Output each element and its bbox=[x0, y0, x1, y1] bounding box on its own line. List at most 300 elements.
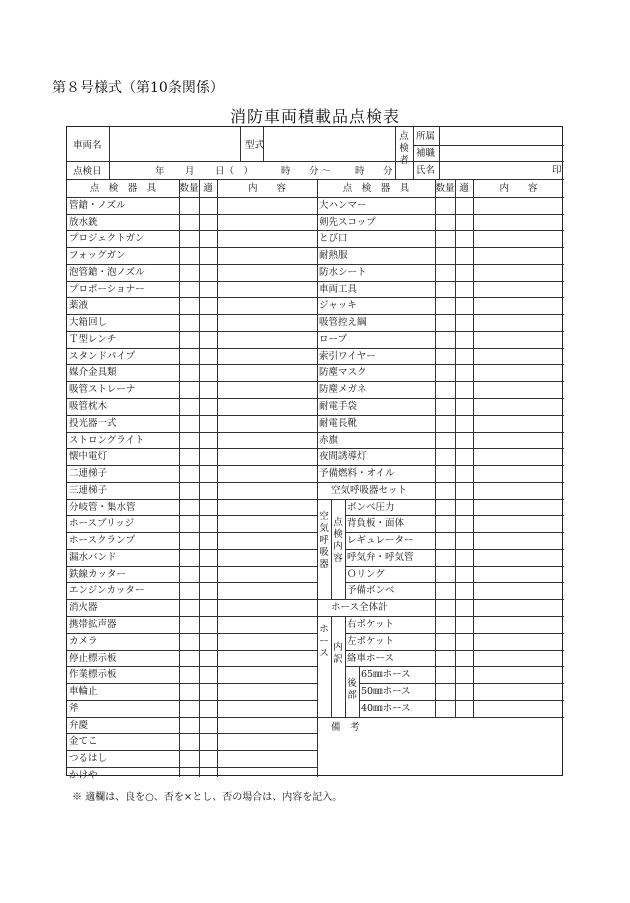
right-content-cell[interactable] bbox=[474, 231, 564, 246]
right-ok-cell[interactable] bbox=[456, 399, 472, 414]
left-item-label: 吸管ストレーナ bbox=[69, 384, 136, 396]
left-ok-cell[interactable] bbox=[200, 600, 216, 615]
row-line bbox=[317, 582, 564, 583]
left-content-cell[interactable] bbox=[218, 231, 316, 246]
right-quantity-cell[interactable] bbox=[436, 282, 454, 297]
model-label: 型式 bbox=[245, 140, 265, 151]
page-title: 消防車両積載品点検表 bbox=[229, 107, 400, 126]
row-line bbox=[317, 465, 564, 466]
left-content-cell[interactable] bbox=[218, 332, 316, 347]
col-line bbox=[473, 180, 474, 717]
left-content-cell[interactable] bbox=[218, 651, 316, 666]
vehicle-name-label: 車両名 bbox=[73, 140, 102, 151]
left-content-cell[interactable] bbox=[218, 315, 316, 330]
left-item-label: 大箱回し bbox=[69, 317, 108, 329]
left-content-cell[interactable] bbox=[218, 483, 316, 498]
col-line bbox=[435, 180, 436, 717]
breathing-item-label: 予備ボンベ bbox=[347, 585, 395, 597]
right-content-cell[interactable] bbox=[474, 332, 564, 347]
left-quantity-cell[interactable] bbox=[180, 332, 198, 347]
right-item-label: 予備燃料・オイル bbox=[319, 468, 395, 480]
left-quantity-cell[interactable] bbox=[180, 483, 198, 498]
left-quantity-cell[interactable] bbox=[180, 349, 198, 364]
col-line bbox=[455, 180, 456, 717]
inspector-label: 点検者 bbox=[399, 131, 409, 166]
hose-rear-item-label: 50㎜ホース bbox=[361, 686, 411, 698]
left-quantity-cell[interactable] bbox=[180, 298, 198, 313]
right-ok-cell[interactable] bbox=[456, 298, 472, 313]
row-line bbox=[317, 230, 564, 231]
left-content-cell[interactable] bbox=[218, 416, 316, 431]
left-content-cell[interactable] bbox=[218, 466, 316, 481]
right-content-cell[interactable] bbox=[474, 198, 564, 213]
hose-rear-item-label: 40㎜ホース bbox=[361, 702, 411, 714]
left-item-label: 投光器一式 bbox=[69, 417, 117, 429]
hose-rear-item-label: 65㎜ホース bbox=[361, 669, 411, 681]
left-content-cell[interactable] bbox=[218, 248, 316, 263]
left-item-label: ストロングライト bbox=[69, 434, 145, 446]
right-content-cell[interactable] bbox=[474, 315, 564, 330]
right-quantity-cell[interactable] bbox=[436, 231, 454, 246]
left-quantity-cell[interactable] bbox=[180, 734, 198, 749]
name-label: 氏名 bbox=[416, 165, 436, 176]
left-content-cell[interactable] bbox=[218, 399, 316, 414]
grid-line bbox=[439, 127, 440, 179]
left-ok-col-header: 適 bbox=[203, 183, 213, 194]
right-content-cell[interactable] bbox=[474, 466, 564, 481]
left-ok-cell[interactable] bbox=[200, 265, 216, 280]
header-bottom-line bbox=[67, 179, 564, 180]
rank-field[interactable] bbox=[439, 146, 563, 160]
minute-label: 分 〜 bbox=[309, 166, 332, 177]
left-quantity-cell[interactable] bbox=[180, 466, 198, 481]
hose-rear-label: 後部 bbox=[347, 678, 357, 702]
right-ok-cell[interactable] bbox=[456, 349, 472, 364]
rank-label: 補職 bbox=[416, 148, 436, 159]
left-quantity-cell[interactable] bbox=[180, 651, 198, 666]
left-item-label: フォッグガン bbox=[69, 250, 126, 262]
row-line bbox=[317, 616, 564, 617]
left-quantity-cell[interactable] bbox=[180, 449, 198, 464]
breathing-item-label: 呼気弁・呼気管 bbox=[347, 551, 414, 563]
affiliation-label: 所属 bbox=[416, 131, 436, 142]
left-quantity-cell[interactable] bbox=[180, 282, 198, 297]
left-item-label: 停止標示板 bbox=[69, 652, 117, 664]
left-ok-cell[interactable] bbox=[200, 567, 216, 582]
grid-line bbox=[395, 127, 396, 179]
left-ok-cell[interactable] bbox=[200, 634, 216, 649]
right-item-label: 剣先スコップ bbox=[319, 216, 376, 228]
left-content-cell[interactable] bbox=[218, 433, 316, 448]
row-line bbox=[317, 214, 564, 215]
left-quantity-cell[interactable] bbox=[180, 567, 198, 582]
left-item-label: 薬液 bbox=[69, 300, 89, 312]
right-item-label: 吸管控え綱 bbox=[319, 317, 367, 329]
left-ok-cell[interactable] bbox=[200, 382, 216, 397]
row-line bbox=[317, 247, 564, 248]
hour2-label: 時 bbox=[355, 166, 365, 177]
grid-line bbox=[240, 127, 241, 161]
left-quantity-cell[interactable] bbox=[180, 399, 198, 414]
seal-label: 印 bbox=[552, 165, 562, 176]
left-content-cell[interactable] bbox=[218, 500, 316, 515]
left-item-label: 三連梯子 bbox=[69, 484, 108, 496]
left-ok-cell[interactable] bbox=[200, 751, 216, 766]
right-content-col-header: 内 容 bbox=[499, 183, 538, 194]
remarks-field[interactable] bbox=[319, 735, 562, 773]
right-ok-cell[interactable] bbox=[456, 248, 472, 263]
group-line bbox=[359, 666, 360, 716]
left-ok-cell[interactable] bbox=[200, 433, 216, 448]
left-content-cell[interactable] bbox=[218, 768, 316, 783]
right-item-label: とび口 bbox=[319, 233, 348, 245]
left-ok-cell[interactable] bbox=[200, 248, 216, 263]
right-quantity-cell[interactable] bbox=[436, 449, 454, 464]
right-item-label: 車両工具 bbox=[319, 283, 358, 295]
left-item-label: 二連梯子 bbox=[69, 468, 108, 480]
left-ok-cell[interactable] bbox=[200, 298, 216, 313]
row-line bbox=[317, 482, 564, 483]
right-ok-cell[interactable] bbox=[456, 315, 472, 330]
breathing-item-label: 背負板・面体 bbox=[347, 518, 405, 530]
left-ok-cell[interactable] bbox=[200, 533, 216, 548]
row-line bbox=[317, 432, 564, 433]
right-ok-cell[interactable] bbox=[456, 215, 472, 230]
right-quantity-cell[interactable] bbox=[436, 298, 454, 313]
left-quantity-cell[interactable] bbox=[180, 550, 198, 565]
minute2-label: 分 bbox=[383, 166, 393, 177]
row-line bbox=[317, 549, 564, 550]
left-content-cell[interactable] bbox=[218, 382, 316, 397]
footnote: ※ 適欄は、良を○、否を×とし、否の場合は、内容を記入。 bbox=[72, 792, 343, 803]
left-quantity-cell[interactable] bbox=[180, 265, 198, 280]
right-item-label: 索引ワイヤー bbox=[319, 350, 376, 362]
right-item-label: 赤旗 bbox=[319, 434, 339, 446]
left-ok-cell[interactable] bbox=[200, 399, 216, 414]
right-quantity-cell[interactable] bbox=[436, 433, 454, 448]
left-item-label: カメラ bbox=[69, 635, 98, 647]
left-ok-cell[interactable] bbox=[200, 215, 216, 230]
right-quantity-cell[interactable] bbox=[436, 265, 454, 280]
left-quantity-cell[interactable] bbox=[180, 533, 198, 548]
row-line bbox=[317, 515, 564, 516]
right-content-cell[interactable] bbox=[474, 248, 564, 263]
right-ok-col-header: 適 bbox=[459, 183, 469, 194]
hose-item-label: 左ポケット bbox=[347, 635, 395, 647]
breathing-inner-label: 点検内容 bbox=[333, 516, 343, 564]
right-item-label: 防水シート bbox=[319, 266, 367, 278]
left-content-cell[interactable] bbox=[218, 265, 316, 280]
right-ok-cell[interactable] bbox=[456, 198, 472, 213]
month-label: 月 bbox=[185, 166, 195, 177]
right-item-label: 夜間誘導灯 bbox=[319, 451, 367, 463]
left-item-label: 斧 bbox=[69, 702, 79, 714]
breathing-group-label: 空気呼吸器 bbox=[319, 510, 329, 570]
right-quantity-cell[interactable] bbox=[436, 248, 454, 263]
left-quantity-cell[interactable] bbox=[180, 315, 198, 330]
form-number: 第８号様式（第10条関係） bbox=[52, 80, 224, 96]
right-ok-cell[interactable] bbox=[456, 433, 472, 448]
right-content-cell[interactable] bbox=[474, 399, 564, 414]
row-line bbox=[317, 499, 564, 500]
breathing-set-title: 空気呼吸器セット bbox=[331, 484, 408, 496]
hose-group-label: ホース bbox=[319, 624, 329, 660]
left-item-label: 泡管鎗・泡ノズル bbox=[69, 266, 145, 278]
left-content-cell[interactable] bbox=[218, 583, 316, 598]
left-item-label: プロジェクトガン bbox=[69, 233, 145, 245]
right-content-cell[interactable] bbox=[474, 349, 564, 364]
left-item-label: 金てこ bbox=[69, 736, 98, 748]
right-content-cell[interactable] bbox=[474, 298, 564, 313]
left-quantity-cell[interactable] bbox=[180, 516, 198, 531]
left-quantity-cell[interactable] bbox=[180, 768, 198, 783]
affiliation-field[interactable] bbox=[439, 128, 563, 144]
left-quantity-col-header: 数量 bbox=[179, 183, 199, 194]
breathing-item-label: レギュレーター bbox=[347, 535, 414, 547]
right-equipment-col-header: 点 検 器 具 bbox=[342, 183, 410, 194]
right-item-label: 耐電長靴 bbox=[319, 417, 358, 429]
left-quantity-cell[interactable] bbox=[180, 215, 198, 230]
name-field[interactable] bbox=[439, 162, 549, 178]
left-item-label: 作業標示板 bbox=[69, 669, 117, 681]
left-ok-cell[interactable] bbox=[200, 516, 216, 531]
breathing-item-label: ボンベ圧力 bbox=[347, 501, 395, 513]
right-item-label: 防塵マスク bbox=[319, 367, 367, 379]
left-quantity-cell[interactable] bbox=[180, 600, 198, 615]
right-content-cell[interactable] bbox=[474, 282, 564, 297]
right-ok-cell[interactable] bbox=[456, 466, 472, 481]
left-quantity-cell[interactable] bbox=[180, 500, 198, 515]
vehicle-name-field[interactable] bbox=[110, 129, 238, 159]
right-item-label: ロープ bbox=[319, 333, 348, 345]
hose-breakdown-label: 内訳 bbox=[333, 642, 343, 666]
row-line bbox=[317, 264, 564, 265]
left-content-cell[interactable] bbox=[218, 449, 316, 464]
left-quantity-cell[interactable] bbox=[180, 634, 198, 649]
inspection-form bbox=[66, 126, 563, 781]
year-label: 年 bbox=[155, 166, 165, 177]
row-line bbox=[317, 398, 564, 399]
left-item-label: つるはし bbox=[69, 753, 108, 765]
right-item-label: 防塵メガネ bbox=[319, 384, 367, 396]
left-content-cell[interactable] bbox=[218, 198, 316, 213]
model-field[interactable] bbox=[264, 129, 394, 159]
left-quantity-cell[interactable] bbox=[180, 382, 198, 397]
left-item-label: かけや bbox=[69, 769, 98, 781]
left-ok-cell[interactable] bbox=[200, 500, 216, 515]
right-content-cell[interactable] bbox=[474, 365, 564, 380]
left-content-cell[interactable] bbox=[218, 215, 316, 230]
right-ok-cell[interactable] bbox=[456, 231, 472, 246]
left-quantity-cell[interactable] bbox=[180, 231, 198, 246]
row-line bbox=[317, 566, 564, 567]
left-item-label: 鉄線カッター bbox=[69, 568, 126, 580]
left-ok-cell[interactable] bbox=[200, 684, 216, 699]
left-content-cell[interactable] bbox=[218, 734, 316, 749]
remarks-label: 備 考 bbox=[331, 721, 360, 733]
left-content-cell[interactable] bbox=[218, 516, 316, 531]
right-item-label: 耐熱服 bbox=[319, 250, 348, 262]
right-quantity-cell[interactable] bbox=[436, 349, 454, 364]
right-quantity-cell[interactable] bbox=[436, 466, 454, 481]
left-ok-cell[interactable] bbox=[200, 701, 216, 716]
grid-line bbox=[109, 161, 110, 179]
left-quantity-cell[interactable] bbox=[180, 198, 198, 213]
left-content-cell[interactable] bbox=[218, 751, 316, 766]
left-content-cell[interactable] bbox=[218, 550, 316, 565]
left-ok-cell[interactable] bbox=[200, 466, 216, 481]
left-content-cell[interactable] bbox=[218, 600, 316, 615]
right-content-cell[interactable] bbox=[474, 433, 564, 448]
left-ok-cell[interactable] bbox=[200, 617, 216, 632]
left-item-label: 車輪止 bbox=[69, 686, 98, 698]
group-line bbox=[345, 499, 346, 600]
half-divider bbox=[317, 180, 318, 777]
left-quantity-cell[interactable] bbox=[180, 433, 198, 448]
left-quantity-cell[interactable] bbox=[180, 684, 198, 699]
left-quantity-cell[interactable] bbox=[180, 701, 198, 716]
right-ok-cell[interactable] bbox=[456, 382, 472, 397]
left-ok-cell[interactable] bbox=[200, 282, 216, 297]
left-content-cell[interactable] bbox=[218, 634, 316, 649]
left-ok-cell[interactable] bbox=[200, 349, 216, 364]
row-line bbox=[317, 532, 564, 533]
left-ok-cell[interactable] bbox=[200, 416, 216, 431]
right-content-cell[interactable] bbox=[474, 416, 564, 431]
left-item-label: 消火器 bbox=[69, 602, 98, 614]
row-line bbox=[317, 650, 564, 651]
right-quantity-col-header: 数量 bbox=[435, 183, 455, 194]
row-line bbox=[317, 364, 564, 365]
row-line bbox=[317, 633, 564, 634]
right-content-cell[interactable] bbox=[474, 215, 564, 230]
left-item-label: ホースブリッジ bbox=[69, 518, 135, 530]
left-content-col-header: 内 容 bbox=[247, 183, 286, 194]
left-ok-cell[interactable] bbox=[200, 449, 216, 464]
left-equipment-col-header: 点 検 器 具 bbox=[89, 183, 157, 194]
left-content-cell[interactable] bbox=[218, 298, 316, 313]
left-quantity-cell[interactable] bbox=[180, 248, 198, 263]
right-item-label: 大ハンマー bbox=[319, 199, 367, 211]
left-item-label: 携帯拡声器 bbox=[69, 619, 117, 631]
left-content-cell[interactable] bbox=[218, 533, 316, 548]
left-item-label: 分岐管・集水管 bbox=[69, 501, 136, 513]
row-line bbox=[317, 331, 564, 332]
row-line bbox=[317, 381, 564, 382]
left-quantity-cell[interactable] bbox=[180, 617, 198, 632]
left-quantity-cell[interactable] bbox=[180, 416, 198, 431]
right-ok-cell[interactable] bbox=[456, 449, 472, 464]
left-content-cell[interactable] bbox=[218, 684, 316, 699]
right-quantity-cell[interactable] bbox=[436, 399, 454, 414]
right-quantity-cell[interactable] bbox=[436, 332, 454, 347]
left-ok-cell[interactable] bbox=[200, 231, 216, 246]
row-line bbox=[317, 717, 564, 718]
left-item-label: スタンドパイプ bbox=[69, 350, 136, 362]
breathing-item-label: Ｏリング bbox=[347, 568, 385, 580]
left-ok-cell[interactable] bbox=[200, 768, 216, 783]
left-ok-cell[interactable] bbox=[200, 332, 216, 347]
left-ok-cell[interactable] bbox=[200, 483, 216, 498]
left-ok-cell[interactable] bbox=[200, 718, 216, 733]
left-quantity-cell[interactable] bbox=[180, 365, 198, 380]
row-line bbox=[317, 281, 564, 282]
right-ok-cell[interactable] bbox=[456, 282, 472, 297]
left-quantity-cell[interactable] bbox=[180, 751, 198, 766]
left-content-cell[interactable] bbox=[218, 667, 316, 682]
left-content-cell[interactable] bbox=[218, 701, 316, 716]
right-item-label: 耐電手袋 bbox=[319, 401, 358, 412]
right-quantity-cell[interactable] bbox=[436, 315, 454, 330]
left-content-cell[interactable] bbox=[218, 718, 316, 733]
right-ok-cell[interactable] bbox=[456, 332, 472, 347]
left-quantity-cell[interactable] bbox=[180, 718, 198, 733]
left-item-label: Ｔ型レンチ bbox=[69, 333, 117, 345]
left-item-label: 媒介金具類 bbox=[69, 367, 117, 379]
left-ok-cell[interactable] bbox=[200, 198, 216, 213]
right-quantity-cell[interactable] bbox=[436, 365, 454, 380]
left-item-label: 放水銃 bbox=[69, 216, 98, 228]
left-content-cell[interactable] bbox=[218, 349, 316, 364]
date-label: 点検日 bbox=[73, 166, 102, 177]
right-quantity-cell[interactable] bbox=[436, 416, 454, 431]
left-ok-cell[interactable] bbox=[200, 651, 216, 666]
right-ok-cell[interactable] bbox=[456, 365, 472, 380]
hose-item-label: 右ポケット bbox=[347, 619, 395, 631]
left-item-label: 管鎗・ノズル bbox=[69, 199, 126, 211]
day-label: 日（ ） bbox=[215, 166, 254, 177]
right-item-label: ジャッキ bbox=[319, 300, 357, 312]
left-item-label: 漏水バンド bbox=[69, 551, 117, 563]
right-ok-cell[interactable] bbox=[456, 416, 472, 431]
right-ok-cell[interactable] bbox=[456, 265, 472, 280]
left-item-label: 懐中電灯 bbox=[69, 451, 108, 463]
left-content-cell[interactable] bbox=[218, 617, 316, 632]
left-item-label: プロポーショナー bbox=[69, 283, 145, 295]
left-item-label: 吸管枕木 bbox=[69, 401, 108, 412]
right-quantity-cell[interactable] bbox=[436, 198, 454, 213]
left-content-cell[interactable] bbox=[218, 365, 316, 380]
left-ok-cell[interactable] bbox=[200, 583, 216, 598]
left-item-label: エンジンカッター bbox=[69, 585, 145, 597]
right-content-cell[interactable] bbox=[474, 382, 564, 397]
left-ok-cell[interactable] bbox=[200, 734, 216, 749]
row-line bbox=[317, 599, 564, 600]
left-ok-cell[interactable] bbox=[200, 550, 216, 565]
header-divider bbox=[67, 161, 419, 162]
left-item-label: ホースクランプ bbox=[69, 535, 136, 547]
right-content-cell[interactable] bbox=[474, 449, 564, 464]
left-ok-cell[interactable] bbox=[200, 315, 216, 330]
left-quantity-cell[interactable] bbox=[180, 583, 198, 598]
left-ok-cell[interactable] bbox=[200, 365, 216, 380]
row-line bbox=[317, 415, 564, 416]
left-quantity-cell[interactable] bbox=[180, 667, 198, 682]
right-quantity-cell[interactable] bbox=[436, 215, 454, 230]
right-quantity-cell[interactable] bbox=[436, 382, 454, 397]
right-content-cell[interactable] bbox=[474, 265, 564, 280]
row-line bbox=[317, 448, 564, 449]
left-content-cell[interactable] bbox=[218, 567, 316, 582]
left-content-cell[interactable] bbox=[218, 282, 316, 297]
hour-label: 時 bbox=[281, 166, 291, 177]
left-item-label: 弁慶 bbox=[69, 719, 89, 731]
grid-line bbox=[413, 127, 414, 179]
row-line bbox=[317, 297, 564, 298]
row-line bbox=[317, 314, 564, 315]
hose-item-label: 絡車ホース bbox=[347, 652, 395, 664]
left-ok-cell[interactable] bbox=[200, 667, 216, 682]
